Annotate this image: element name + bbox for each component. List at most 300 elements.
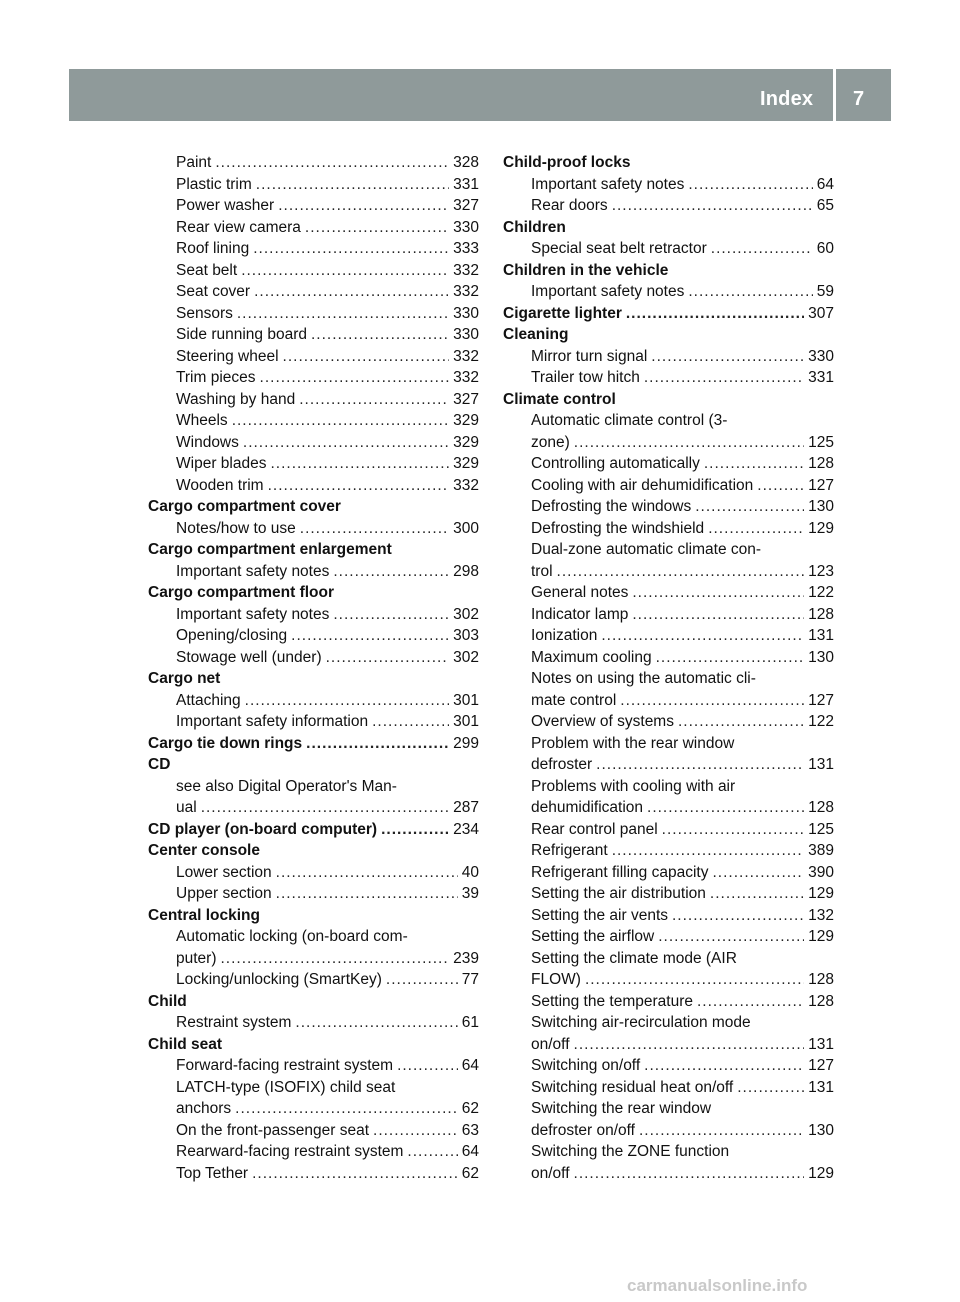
entry-text: Sensors xyxy=(176,304,233,322)
page-ref: 129 xyxy=(808,885,834,902)
page-ref: 330 xyxy=(808,347,834,365)
index-heading xyxy=(148,496,479,518)
index-entry xyxy=(503,281,834,303)
entry-text: Upper section xyxy=(176,885,272,902)
page-ref: 299 xyxy=(453,734,479,752)
dot-leader xyxy=(757,475,804,497)
page-ref: 331 xyxy=(453,175,479,193)
entry-text: Dual-zone automatic climate con- xyxy=(531,541,762,558)
index-entry xyxy=(148,432,479,454)
dot-leader xyxy=(306,733,449,755)
page-ref: 328 xyxy=(453,154,479,171)
page-ref: 128 xyxy=(808,971,834,988)
page-ref: 330 xyxy=(453,326,479,343)
index-heading xyxy=(503,260,834,282)
page-ref: 125 xyxy=(808,820,834,838)
page-ref: 65 xyxy=(816,197,834,214)
page-ref: 131 xyxy=(808,1035,834,1053)
entry-text: Trailer tow hitch xyxy=(531,369,640,386)
dot-leader xyxy=(626,303,804,325)
page-ref: 63 xyxy=(461,1121,479,1139)
entry-text: Setting the air distribution xyxy=(531,885,706,902)
dot-leader xyxy=(574,432,804,454)
entry-text: Switching air-recirculation mode xyxy=(531,1014,751,1031)
dot-leader xyxy=(241,260,449,282)
entry-text: Cargo compartment enlargement xyxy=(148,541,392,558)
dot-leader xyxy=(252,1163,458,1185)
index-entry xyxy=(148,647,479,669)
index-entry xyxy=(503,1163,834,1185)
index-entry xyxy=(148,195,479,217)
entry-text: Children in the vehicle xyxy=(503,261,669,279)
entry-text: Locking/unlocking (SmartKey) xyxy=(176,971,382,988)
entry-text: Setting the air vents xyxy=(531,906,668,924)
index-entry xyxy=(148,367,479,389)
index-entry xyxy=(503,862,834,884)
page-ref: 332 xyxy=(453,476,479,494)
index-entry xyxy=(148,324,479,346)
page-ref: 127 xyxy=(808,691,834,709)
entry-text: Special seat belt retractor xyxy=(531,240,707,257)
entry-text: Defrosting the windshield xyxy=(531,519,705,537)
index-entry xyxy=(503,1098,834,1120)
index-column-left xyxy=(148,152,479,1184)
index-entry xyxy=(503,561,834,583)
dot-leader xyxy=(737,1077,804,1099)
page-title: Index xyxy=(760,88,814,110)
entry-text: Washing by hand xyxy=(176,390,296,408)
dot-leader xyxy=(656,647,805,669)
page-ref: 327 xyxy=(453,197,479,214)
page-ref: 332 xyxy=(453,261,479,279)
index-heading xyxy=(148,840,479,862)
dot-leader xyxy=(237,303,449,325)
index-entry xyxy=(148,776,479,798)
index-entry xyxy=(503,346,834,368)
dot-leader xyxy=(596,754,804,776)
index-entry xyxy=(148,969,479,991)
index-entry xyxy=(148,561,479,583)
dot-leader xyxy=(651,346,804,368)
index-entry xyxy=(503,754,834,776)
entry-text: Notes on using the automatic cli- xyxy=(531,670,756,687)
entry-text: Automatic locking (on-board com- xyxy=(176,928,408,945)
entry-text: CD player (on-board computer) xyxy=(148,820,378,838)
index-entry xyxy=(148,152,479,174)
index-entry xyxy=(503,969,834,991)
dot-leader xyxy=(300,518,449,540)
index-heading xyxy=(148,582,479,604)
index-entry xyxy=(148,1012,479,1034)
entry-text: Defrosting the windows xyxy=(531,498,692,515)
page-ref: 128 xyxy=(808,455,834,472)
index-entry xyxy=(503,453,834,475)
index-entry xyxy=(503,625,834,647)
entry-text: mate control xyxy=(531,691,617,709)
dot-leader xyxy=(276,862,458,884)
page-ref: 127 xyxy=(808,1057,834,1074)
page-number: 7 xyxy=(853,88,865,110)
dot-leader xyxy=(372,711,449,733)
entry-text: Problems with cooling with air xyxy=(531,777,736,795)
dot-leader xyxy=(291,625,449,647)
entry-text: Rear doors xyxy=(531,197,608,214)
dot-leader xyxy=(311,324,449,346)
index-entry xyxy=(503,496,834,518)
dot-leader xyxy=(574,1034,805,1056)
entry-text: Seat belt xyxy=(176,261,238,279)
dot-leader xyxy=(632,604,804,626)
index-heading xyxy=(148,1034,479,1056)
dot-leader xyxy=(254,281,449,303)
page-ref: 128 xyxy=(808,799,834,816)
entry-text: Switching the rear window xyxy=(531,1100,712,1117)
entry-text: Children xyxy=(503,218,566,236)
entry-text: Setting the temperature xyxy=(531,992,693,1010)
entry-text: LATCH-type (ISOFIX) child seat xyxy=(176,1078,396,1096)
page-ref: 132 xyxy=(808,906,834,924)
index-entry xyxy=(148,883,479,905)
page-ref: 302 xyxy=(453,648,479,666)
entry-text: Refrigerant filling capacity xyxy=(531,863,709,881)
entry-text: Important safety notes xyxy=(531,175,685,193)
dot-leader xyxy=(256,174,449,196)
index-entry xyxy=(503,1077,834,1099)
entry-text: Cargo net xyxy=(148,670,221,687)
dot-leader xyxy=(697,991,804,1013)
entry-text: zone) xyxy=(531,433,570,451)
page-ref: 129 xyxy=(808,928,834,945)
page-ref: 234 xyxy=(453,820,479,838)
page-ref: 61 xyxy=(461,1014,479,1031)
page-ref: 131 xyxy=(808,1078,834,1096)
dot-leader xyxy=(585,969,804,991)
entry-text: FLOW) xyxy=(531,971,581,988)
index-entry xyxy=(148,625,479,647)
page-ref: 131 xyxy=(808,756,834,773)
entry-text: Center console xyxy=(148,842,260,859)
entry-text: Wheels xyxy=(176,412,228,429)
index-entry xyxy=(503,797,834,819)
dot-leader xyxy=(276,883,458,905)
dot-leader xyxy=(712,862,804,884)
entry-text: Cargo tie down rings xyxy=(148,734,303,752)
index-entry xyxy=(148,797,479,819)
dot-leader xyxy=(299,389,449,411)
index-entry xyxy=(148,238,479,260)
page-ref: 128 xyxy=(808,992,834,1010)
entry-text: puter) xyxy=(176,949,217,967)
page-ref: 390 xyxy=(808,863,834,881)
index-heading xyxy=(148,754,479,776)
page-ref: 40 xyxy=(461,863,479,881)
entry-text: On the front-passenger seat xyxy=(176,1121,370,1139)
page-ref: 60 xyxy=(816,240,834,257)
index-entry xyxy=(503,1055,834,1077)
dot-leader xyxy=(243,432,449,454)
entry-text: Rear view camera xyxy=(176,218,301,236)
page-ref: 122 xyxy=(808,584,834,601)
page-ref: 329 xyxy=(453,433,479,451)
entry-text: Child-proof locks xyxy=(503,154,631,171)
index-entry xyxy=(503,926,834,948)
entry-text: Important safety notes xyxy=(176,605,330,623)
index-heading xyxy=(503,303,834,325)
page-ref: 125 xyxy=(808,433,834,451)
dot-leader xyxy=(215,152,449,174)
dot-leader xyxy=(688,174,812,196)
page-ref: 333 xyxy=(453,240,479,257)
index-entry xyxy=(503,432,834,454)
index-heading xyxy=(148,905,479,927)
entry-text: Lower section xyxy=(176,863,272,881)
dot-leader xyxy=(381,819,449,841)
dot-leader xyxy=(658,926,804,948)
page-ref: 62 xyxy=(461,1100,479,1117)
dot-leader xyxy=(710,883,804,905)
entry-text: Setting the airflow xyxy=(531,928,655,945)
entry-text: Paint xyxy=(176,154,212,171)
index-entry xyxy=(148,711,479,733)
page-ref: 329 xyxy=(453,455,479,472)
entry-text: trol xyxy=(531,562,553,580)
dot-leader xyxy=(397,1055,458,1077)
page-ref: 287 xyxy=(453,799,479,816)
dot-leader xyxy=(235,1098,458,1120)
page-ref: 331 xyxy=(808,369,834,386)
index-entry xyxy=(503,905,834,927)
index-heading xyxy=(148,991,479,1013)
entry-text: anchors xyxy=(176,1100,232,1117)
entry-text: Roof lining xyxy=(176,240,250,257)
page-ref: 129 xyxy=(808,1164,834,1182)
dot-leader xyxy=(601,625,804,647)
index-entry xyxy=(148,1055,479,1077)
index-entry xyxy=(503,690,834,712)
page-ref: 239 xyxy=(453,949,479,967)
dot-leader xyxy=(672,905,804,927)
dot-leader xyxy=(639,1120,804,1142)
dot-leader xyxy=(688,281,812,303)
dot-leader xyxy=(333,561,449,583)
page-ref: 301 xyxy=(453,691,479,709)
index-entry xyxy=(148,281,479,303)
entry-text: Seat cover xyxy=(176,283,251,300)
entry-text: Switching the ZONE function xyxy=(531,1143,730,1160)
index-heading xyxy=(503,389,834,411)
index-entry xyxy=(503,776,834,798)
entry-text: Rear control panel xyxy=(531,820,658,838)
index-entry xyxy=(503,840,834,862)
index-heading xyxy=(503,324,834,346)
entry-text: Windows xyxy=(176,433,239,451)
dot-leader xyxy=(268,475,450,497)
entry-text: Overview of systems xyxy=(531,713,674,730)
entry-text: General notes xyxy=(531,584,629,601)
entry-text: dehumidification xyxy=(531,799,644,816)
index-entry xyxy=(148,260,479,282)
index-entry xyxy=(503,819,834,841)
entry-text: on/off xyxy=(531,1035,570,1053)
index-entry xyxy=(148,174,479,196)
page-ref: 329 xyxy=(453,412,479,429)
dot-leader xyxy=(253,238,449,260)
entry-text: defroster xyxy=(531,756,593,773)
entry-text: Opening/closing xyxy=(176,627,288,644)
dot-leader xyxy=(221,948,450,970)
dot-leader xyxy=(695,496,804,518)
entry-text: Cooling with air dehumidification xyxy=(531,476,754,494)
page-ref: 332 xyxy=(453,283,479,300)
index-heading xyxy=(503,217,834,239)
index-column-right xyxy=(503,152,834,1184)
entry-text: Stowage well (under) xyxy=(176,648,322,666)
page-ref: 302 xyxy=(453,605,479,623)
dot-leader xyxy=(201,797,449,819)
index-entry xyxy=(148,346,479,368)
index-entry xyxy=(148,1077,479,1099)
page-ref: 131 xyxy=(808,627,834,644)
index-entry xyxy=(503,518,834,540)
entry-text: Climate control xyxy=(503,390,616,408)
dot-leader xyxy=(260,367,450,389)
entry-text: Switching residual heat on/off xyxy=(531,1078,734,1096)
index-entry xyxy=(148,1120,479,1142)
entry-text: Rearward-facing restraint system xyxy=(176,1143,404,1160)
entry-text: Trim pieces xyxy=(176,369,256,386)
index-entry xyxy=(503,1141,834,1163)
page-ref: 332 xyxy=(453,369,479,386)
entry-text: Setting the climate mode (AIR xyxy=(531,949,737,967)
index-entry xyxy=(503,733,834,755)
index-heading xyxy=(148,668,479,690)
entry-text: Important safety notes xyxy=(531,283,685,300)
dot-leader xyxy=(704,453,804,475)
entry-text: Power washer xyxy=(176,197,275,214)
index-entry xyxy=(148,475,479,497)
dot-leader xyxy=(662,819,804,841)
entry-text: Plastic trim xyxy=(176,175,252,193)
dot-leader xyxy=(647,797,804,819)
dot-leader xyxy=(711,238,813,260)
entry-text: Maximum cooling xyxy=(531,648,652,666)
page-ref: 64 xyxy=(461,1057,479,1074)
dot-leader xyxy=(283,346,450,368)
page-ref: 330 xyxy=(453,218,479,236)
index-entry xyxy=(503,1034,834,1056)
index-entry xyxy=(148,217,479,239)
entry-text: Child seat xyxy=(148,1035,223,1053)
dot-leader xyxy=(407,1141,457,1163)
dot-leader xyxy=(270,453,449,475)
entry-text: Forward-facing restraint system xyxy=(176,1057,394,1074)
dot-leader xyxy=(644,1055,804,1077)
index-entry xyxy=(503,604,834,626)
index-entry xyxy=(148,1141,479,1163)
page-ref: 77 xyxy=(461,971,479,988)
entry-text: Switching on/off xyxy=(531,1057,641,1074)
dot-leader xyxy=(326,647,450,669)
page-ref: 330 xyxy=(453,304,479,322)
index-entry xyxy=(503,647,834,669)
page-ref: 300 xyxy=(453,519,479,537)
dot-leader xyxy=(232,410,449,432)
dot-leader xyxy=(612,195,813,217)
entry-text: Automatic climate control (3- xyxy=(531,412,728,429)
entry-text: Notes/how to use xyxy=(176,519,296,537)
index-entry xyxy=(503,410,834,432)
page-ref: 128 xyxy=(808,605,834,623)
index-entry xyxy=(148,1163,479,1185)
index-entry xyxy=(503,711,834,733)
entry-text: ual xyxy=(176,799,197,816)
index-entry xyxy=(148,303,479,325)
dot-leader xyxy=(620,690,804,712)
page-ref: 130 xyxy=(808,498,834,515)
index-entry xyxy=(503,367,834,389)
page-ref: 389 xyxy=(808,842,834,859)
watermark: carmanualsonline.info xyxy=(627,1276,808,1295)
entry-text: on/off xyxy=(531,1164,570,1182)
entry-text: Important safety notes xyxy=(176,562,330,580)
entry-text: Wiper blades xyxy=(176,455,267,472)
page-ref: 130 xyxy=(808,1121,834,1139)
entry-text: Restraint system xyxy=(176,1014,292,1031)
dot-leader xyxy=(305,217,449,239)
page-ref: 64 xyxy=(816,175,834,193)
entry-text: Mirror turn signal xyxy=(531,347,648,365)
index-entry xyxy=(148,948,479,970)
dot-leader xyxy=(632,582,804,604)
index-entry xyxy=(148,410,479,432)
index-entry xyxy=(148,389,479,411)
entry-text: Cargo compartment floor xyxy=(148,584,335,601)
entry-text: Child xyxy=(148,992,187,1010)
entry-text: Attaching xyxy=(176,691,241,709)
index-entry xyxy=(503,1120,834,1142)
page-ref: 332 xyxy=(453,347,479,365)
index-entry xyxy=(148,518,479,540)
page-ref: 123 xyxy=(808,562,834,580)
index-entry xyxy=(503,991,834,1013)
entry-text: Top Tether xyxy=(176,1164,249,1182)
index-entry xyxy=(503,475,834,497)
index-entry xyxy=(503,195,834,217)
page-ref: 298 xyxy=(453,562,479,580)
page-ref: 301 xyxy=(453,713,479,730)
index-entry xyxy=(503,582,834,604)
index-entry xyxy=(503,1012,834,1034)
entry-text: Cargo compartment cover xyxy=(148,498,341,515)
dot-leader xyxy=(557,561,805,583)
page-ref: 127 xyxy=(808,476,834,494)
index-heading xyxy=(148,539,479,561)
index-entry xyxy=(148,862,479,884)
page-ref: 307 xyxy=(808,304,834,322)
dot-leader xyxy=(295,1012,457,1034)
dot-leader xyxy=(373,1120,458,1142)
index-heading xyxy=(503,152,834,174)
index-entry xyxy=(503,948,834,970)
index-entry xyxy=(148,690,479,712)
page-ref: 303 xyxy=(453,627,479,644)
index-entry xyxy=(503,539,834,561)
index-entry xyxy=(148,1098,479,1120)
entry-text: Central locking xyxy=(148,906,260,924)
entry-text: Ionization xyxy=(531,627,598,644)
page-ref: 129 xyxy=(808,519,834,537)
page-ref: 122 xyxy=(808,713,834,730)
